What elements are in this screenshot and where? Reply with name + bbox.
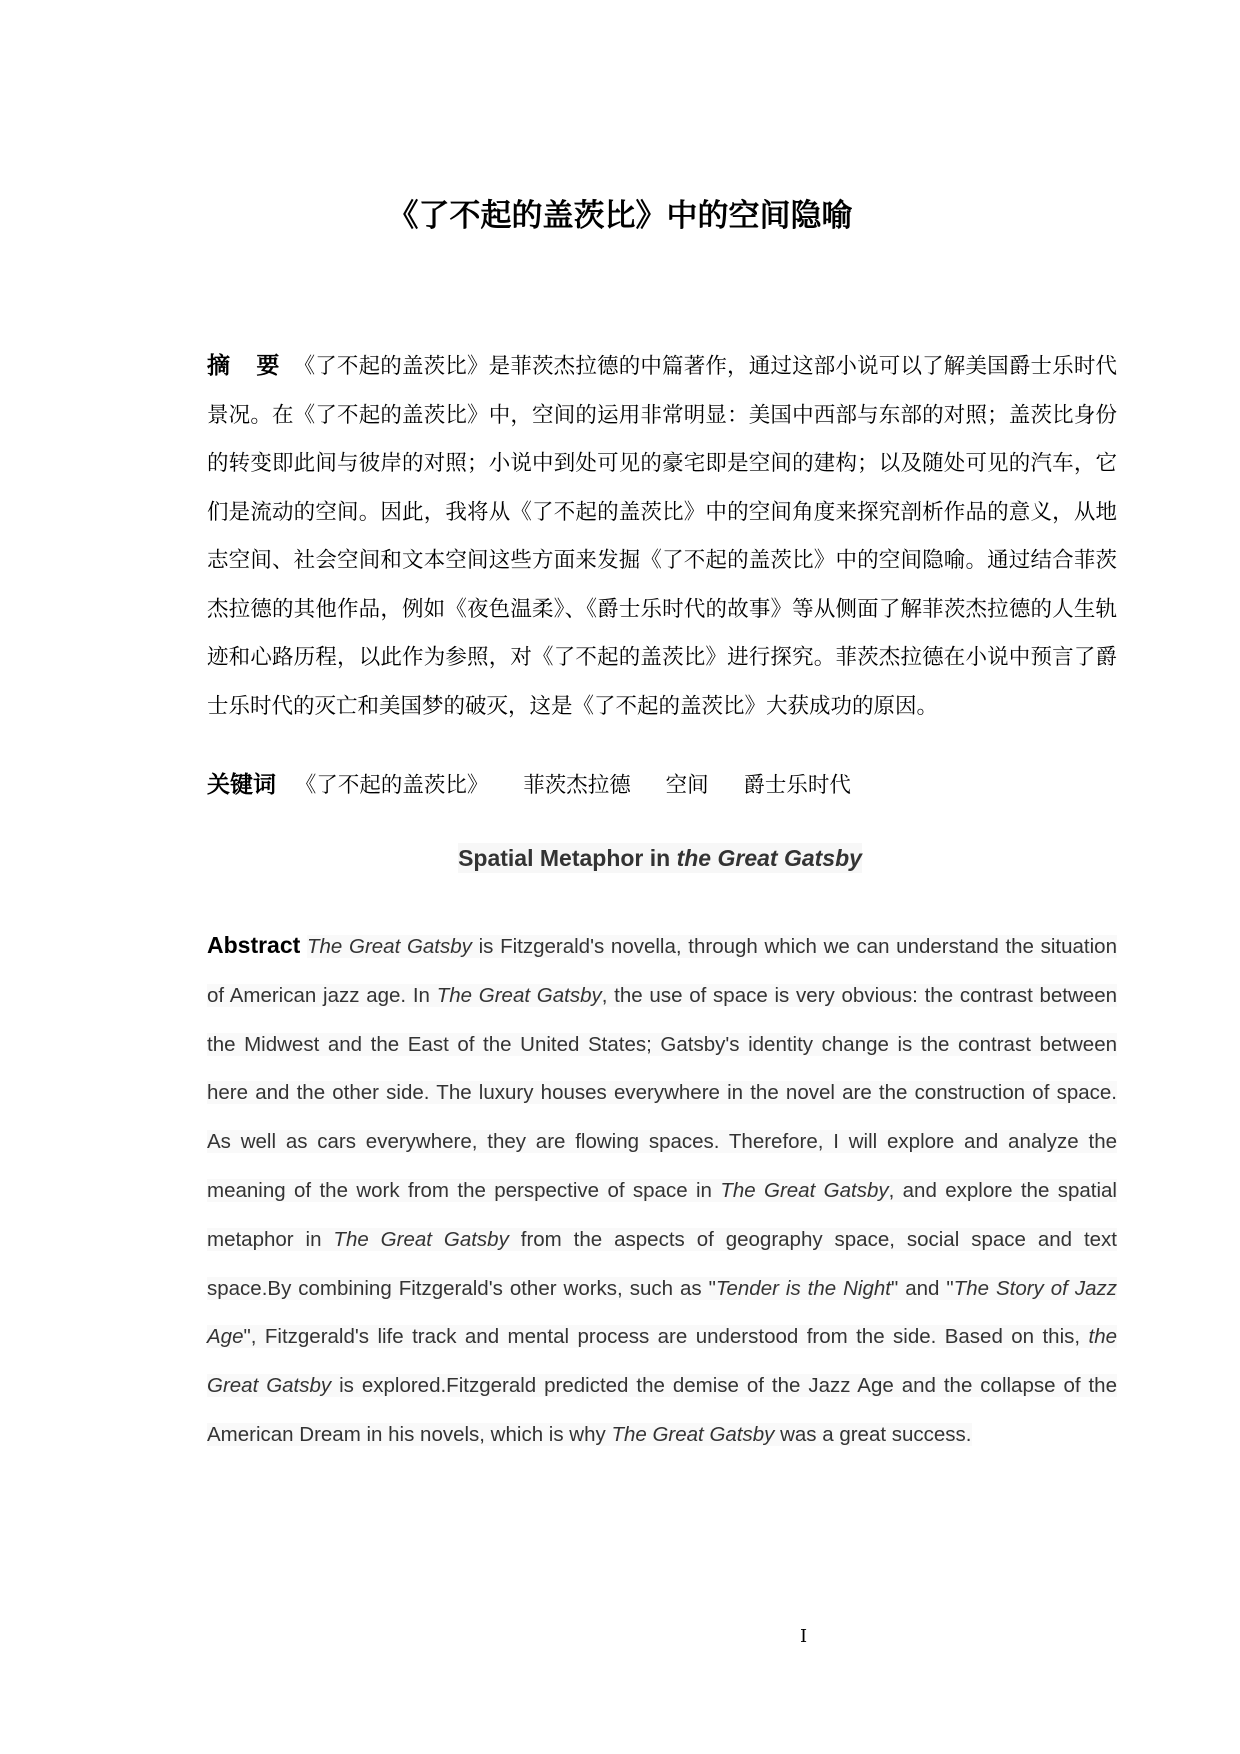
keywords-label: 关键词 <box>207 772 276 798</box>
keyword: 空间 <box>665 773 709 798</box>
chinese-abstract-text: 《了不起的盖茨比》是菲茨杰拉德的中篇著作，通过这部小说可以了解美国爵士乐时代景况。在《了不起的盖茨比》中，空间的运用非常明显：美国中西部与东部的对照；盖茨比身份的转变即此间与彼岸的对照；小说中到处可见的豪宅即是空间的建构；以及随处可见的汽车，它们是流动的空间。因此，我将从《了不起的盖茨比》中的空间角度来探究剖析作品的意义，从地志空间、社会空间和文本空间这些方面来发掘《了不起的盖茨比》中的空间隐喻。通过结合菲茨杰拉德的其他作品，例如《夜色温柔》、《爵士乐时代的故事》等从侧面了解菲茨杰拉德的人生轨迹和心路历程，以此作为参照，对《了不起的盖茨比》进行探究。菲茨杰拉德在小说中预言了爵士乐时代的灭亡和美国梦的破灭，这是《了不起的盖茨比》大获成功的原因。 <box>207 354 1118 719</box>
english-title-italic: the Great Gatsby <box>676 845 862 871</box>
italic-title-reference: Tender is the Night <box>715 1276 891 1300</box>
english-title <box>0 845 1240 872</box>
italic-title-reference: The Story of Jazz Age <box>207 1276 1117 1349</box>
english-abstract-label: Abstract <box>207 932 301 958</box>
abstract-text-segment: from the aspects of geography space, social space and text space.By combining Fitzgerald's other works, such as " <box>207 1227 1118 1300</box>
chinese-abstract <box>207 342 1117 731</box>
italic-title-reference: the Great Gatsby <box>207 1325 1117 1398</box>
abstract-text-segment: was a great success. <box>774 1422 972 1446</box>
abstract-label-char-2: 要 <box>256 353 280 379</box>
abstract-text-segment: , the use of space is very obvious: the contrast between the Midwest and the East of the United States; Gatsby's identity change is the contrast between here and the other side. The luxury houses everywhere in the novel are the construction of space. As well as cars everywhere, they are flowing spaces. Therefore, I will explore and analyze the meaning of the work from the perspective of space in <box>207 983 1118 1202</box>
abstract-text-segment: " and " <box>890 1276 954 1300</box>
keyword: 《了不起的盖茨比》 <box>294 773 489 798</box>
keyword: 爵士乐时代 <box>743 773 851 798</box>
italic-title-reference: The Great Gatsby <box>720 1178 889 1202</box>
abstract-label-char-1: 摘 <box>207 353 231 379</box>
english-title-plain: Spatial Metaphor in <box>458 845 677 871</box>
abstract-text-segment: is explored.Fitzgerald predicted the demise of the Jazz Age and the collapse of the American Dream in his novels, which is why <box>207 1374 1117 1446</box>
abstract-text-segment: ", Fitzgerald's life track and mental process are understood from the side. Based on this, <box>243 1325 1089 1349</box>
italic-title-reference: The Great Gatsby <box>436 983 602 1007</box>
chinese-keywords <box>207 768 1117 803</box>
page-number: I <box>800 1626 808 1647</box>
english-abstract <box>207 921 1117 1460</box>
italic-title-reference: The Great Gatsby <box>307 935 472 958</box>
chinese-abstract-label <box>207 353 280 379</box>
keyword: 菲茨杰拉德 <box>523 773 631 798</box>
english-abstract-text <box>207 935 1117 1446</box>
chinese-title: 《了不起的盖茨比》中的空间隐喻 <box>387 198 853 234</box>
italic-title-reference: The Great Gatsby <box>611 1422 775 1446</box>
abstract-text-segment: is Fitzgerald's novella, through which we can understand the situation of American jazz age. In <box>207 935 1117 1007</box>
italic-title-reference: The Great Gatsby <box>333 1227 509 1251</box>
abstract-text-segment: , and explore the spatial metaphor in <box>207 1178 1117 1251</box>
